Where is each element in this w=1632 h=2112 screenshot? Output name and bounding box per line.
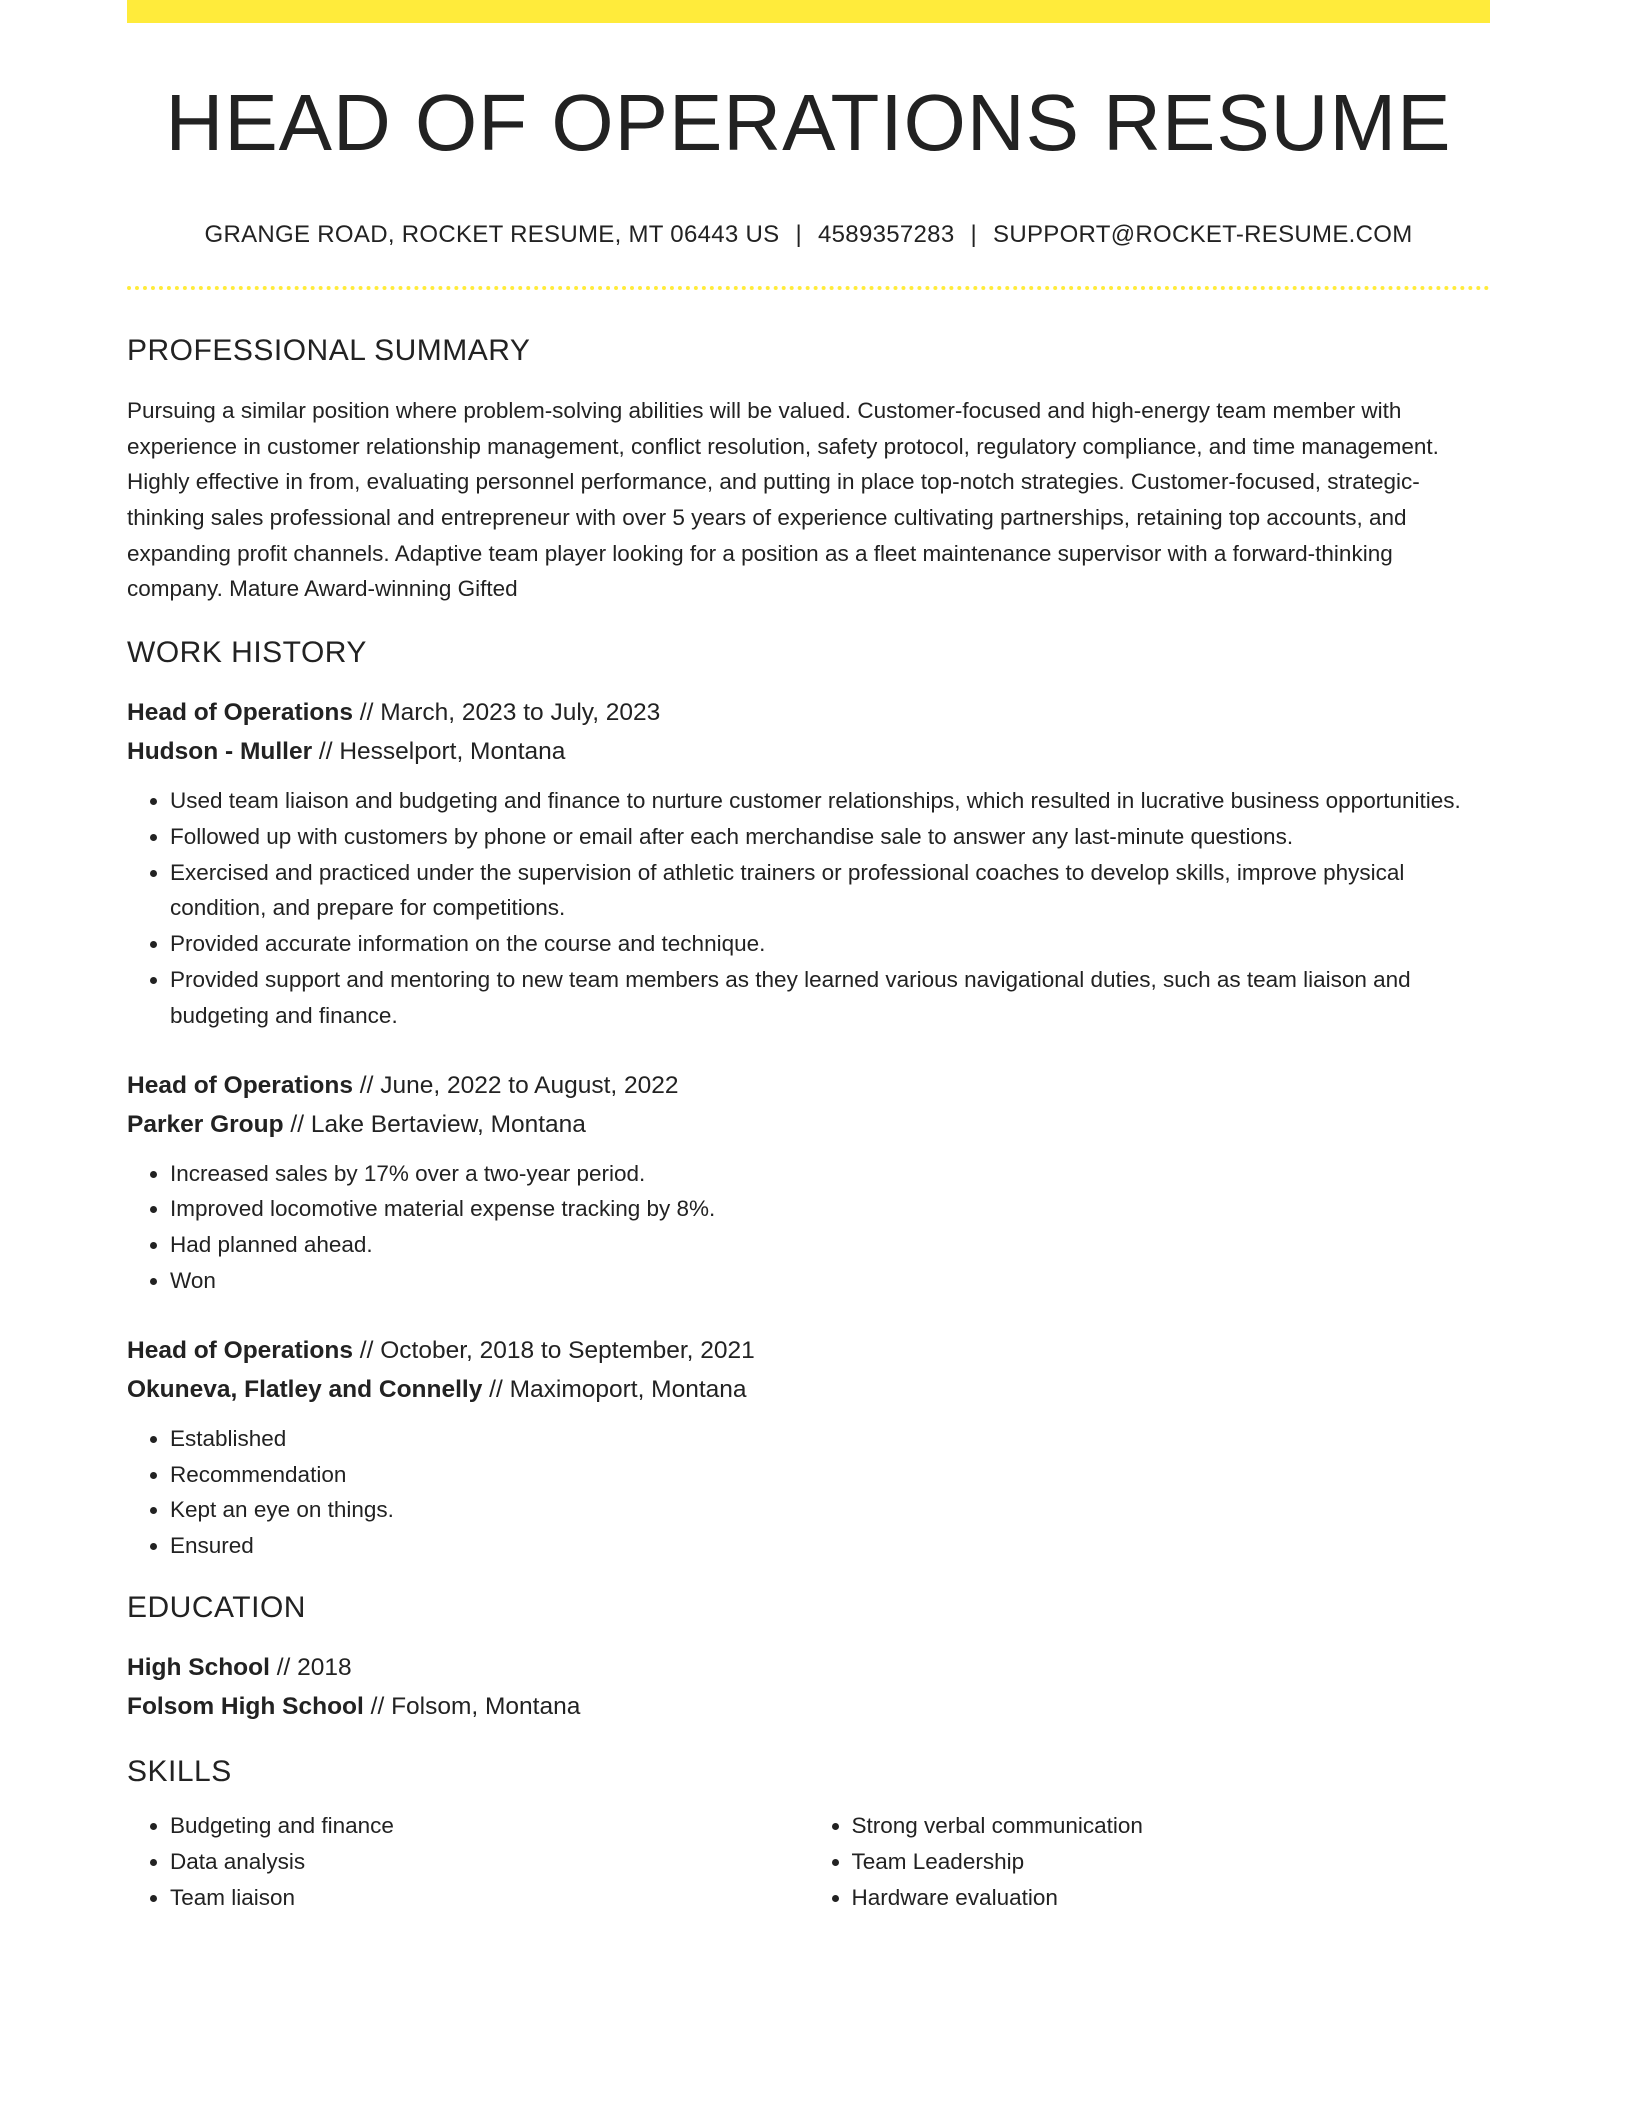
job-dates: // June, 2022 to August, 2022 [352,1071,679,1099]
contact-line [127,221,1490,250]
list-item: • Used team liaison and budgeting and finance to nurture customer relationships, which resulted in lucrative business opportunities. [170,783,1490,819]
graduation-year: // 2018 [269,1653,352,1681]
job-bullets [127,1421,1490,1564]
list-item: • Provided support and mentoring to new team members as they learned various navigational duties, such as team liaison and budgeting and finance. [170,962,1490,1034]
list-item: • Improved locomotive material expense tracking by 8%. [170,1191,1490,1227]
list-item: • Had planned ahead. [170,1227,1490,1263]
list-item: • Ensured [170,1528,1490,1564]
skill-item: • Hardware evaluation [852,1880,1491,1916]
skills-column-left [127,1808,809,1915]
summary-heading: PROFESSIONAL SUMMARY [127,333,531,367]
list-item: • Recommendation [170,1457,1490,1493]
skill-item: • Budgeting and finance [170,1808,809,1844]
job-company-line [127,1105,1490,1144]
contact-address: GRANGE ROAD, ROCKET RESUME, MT 06443 US [204,221,780,248]
job-title-line [127,693,1490,732]
list-item: • Won [170,1263,1490,1299]
resume-page [127,0,1490,1915]
job-title: Head of Operations [127,1071,353,1099]
degree: High School [127,1653,270,1681]
job-title: Head of Operations [127,1336,353,1364]
contact-separator: | [970,221,978,248]
job-bullets [127,1156,1490,1299]
school-location: // Folsom, Montana [363,1692,581,1720]
contact-separator: | [795,221,802,248]
job-location: // Maximoport, Montana [482,1375,747,1403]
contact-phone: 4589357283 [818,221,955,248]
skill-item: • Team liaison [170,1880,809,1916]
job-title-line [127,1066,1490,1105]
job-title: Head of Operations [127,699,353,727]
page-title: HEAD OF OPERATIONS RESUME [165,78,1452,167]
list-item: • Provided accurate information on the course and technique. [170,926,1490,962]
work-history-heading: WORK HISTORY [127,636,367,670]
job-company-line [127,732,1490,771]
job-location: // Hesselport, Montana [312,738,566,766]
job-bullets [127,783,1490,1034]
job-dates: // October, 2018 to September, 2021 [352,1336,755,1364]
job-company: Okuneva, Flatley and Connelly [127,1375,483,1403]
job-company: Hudson - Muller [127,738,313,766]
education-heading: EDUCATION [127,1590,306,1624]
job-location: // Lake Bertaview, Montana [283,1110,586,1138]
job-dates: // March, 2023 to July, 2023 [352,699,661,727]
job-entry [127,1331,1490,1564]
contact-email: SUPPORT@ROCKET-RESUME.COM [993,221,1413,248]
list-item: • Followed up with customers by phone or email after each merchandise sale to answer any last-minute questions. [170,819,1490,855]
school-name: Folsom High School [127,1692,364,1720]
skill-item: • Strong verbal communication [852,1808,1491,1844]
education-entry [127,1648,1490,1726]
list-item: • Increased sales by 17% over a two-year period. [170,1156,1490,1192]
job-entry [127,693,1490,1034]
skills-column-right [809,1808,1491,1915]
skill-item: • Data analysis [170,1844,809,1880]
skills-list [127,1808,1490,1915]
list-item: • Exercised and practiced under the supervision of athletic trainers or professional coaches to develop skills, improve physical condition, and prepare for competitions. [170,855,1490,927]
job-company: Parker Group [127,1110,284,1138]
skills-heading: SKILLS [127,1754,232,1788]
list-item: • Established [170,1421,1490,1457]
job-company-line [127,1370,1490,1409]
accent-bar [127,0,1490,23]
degree-line [127,1648,1490,1687]
job-title-line [127,1331,1490,1370]
skill-item: • Team Leadership [852,1844,1491,1880]
school-line [127,1687,1490,1726]
dotted-divider [127,286,1490,290]
list-item: • Kept an eye on things. [170,1492,1490,1528]
job-entry [127,1066,1490,1299]
summary-text: Pursuing a similar position where problem-solving abilities will be valued. Customer-focused and high-energy team member with experience in customer relationship management, conflict resolution, safety protocol, regulatory compliance, and time management. Highly effective in from, evaluating personnel performance, and putting in place top-notch strategies. Customer-focused, strategic-thinking sales professional and entrepreneur with over 5 years of experience cultivating partnerships, retaining top accounts, and expanding profit channels. Adaptive team player looking for a position as a fleet maintenance supervisor with a forward-thinking company. Mature Award-winning Gifted [127,397,1439,602]
